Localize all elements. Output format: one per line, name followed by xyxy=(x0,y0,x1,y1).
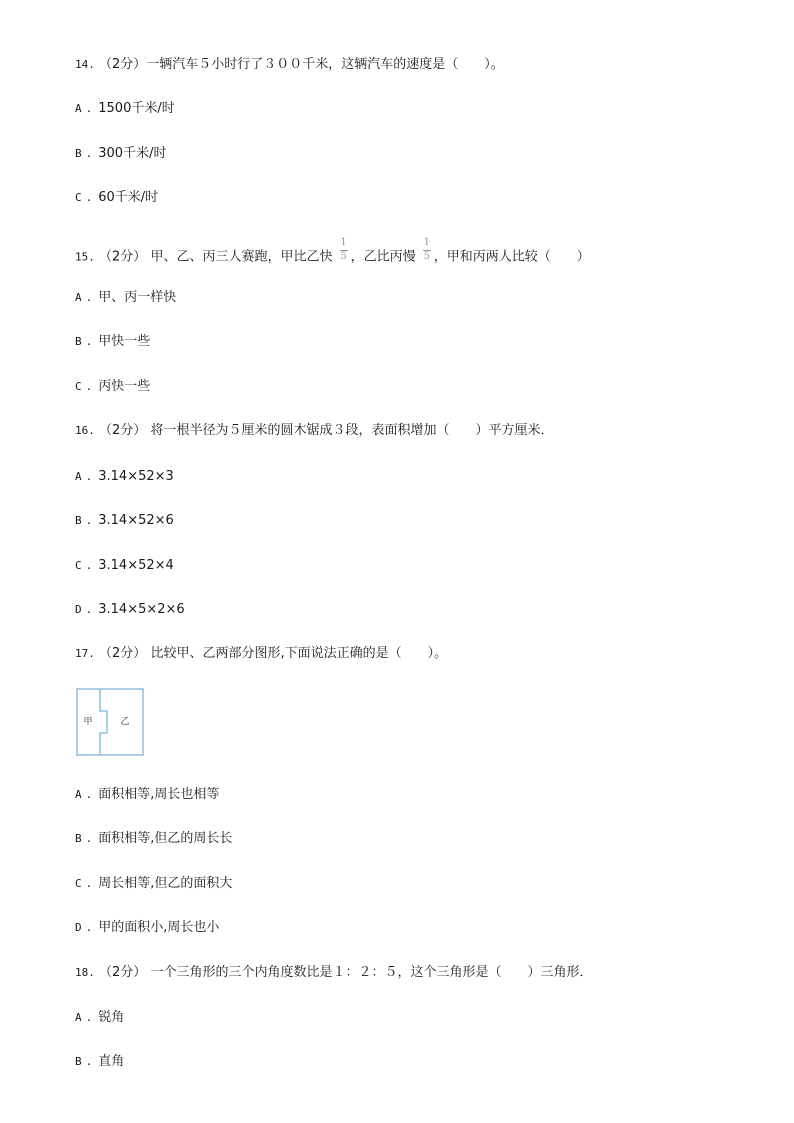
option-text: 1500千米/时 xyxy=(98,101,175,116)
option-text: 锐角 xyxy=(98,1010,125,1025)
option-15-a[interactable] xyxy=(75,289,176,307)
option-text: 甲的面积小,周长也小 xyxy=(98,920,220,935)
question-text-part-2: ，乙比丙慢 xyxy=(350,249,416,265)
fraction-one-fifth xyxy=(422,238,432,264)
option-letter: B xyxy=(75,335,82,348)
question-points: （2分） xyxy=(99,249,147,265)
question-points: （2分） xyxy=(99,646,147,661)
question-points: （2分） xyxy=(99,965,147,980)
option-text: 丙快一些 xyxy=(98,379,151,394)
option-separator: . xyxy=(85,559,93,572)
question-14-stem xyxy=(75,56,504,74)
option-text: 3.14×5×2×6 xyxy=(98,602,185,617)
option-text: 周长相等,但乙的面积大 xyxy=(98,876,233,891)
question-text: 一辆汽车５小时行了３００千米，这辆汽车的速度是（ ）。 xyxy=(146,57,504,72)
option-15-c[interactable] xyxy=(75,378,150,396)
question-18-stem xyxy=(75,964,592,982)
option-16-a[interactable] xyxy=(75,468,174,486)
option-separator: . xyxy=(85,102,93,115)
option-letter: A xyxy=(75,291,82,304)
question-points: （2分） xyxy=(99,423,147,438)
option-text: 60千米/时 xyxy=(98,190,159,205)
option-text: 3.14×52×3 xyxy=(98,469,174,484)
question-text: 比较甲、乙两部分图形,下面说法正确的是（ ）。 xyxy=(150,646,448,661)
question-text: 将一根半径为５厘米的圆木锯成３段，表面积增加（ ）平方厘米． xyxy=(150,423,554,438)
option-16-b[interactable] xyxy=(75,512,174,530)
option-letter: B xyxy=(75,1055,82,1068)
option-17-b[interactable] xyxy=(75,830,232,848)
option-15-b[interactable] xyxy=(75,333,150,351)
option-separator: . xyxy=(85,380,93,393)
option-18-b[interactable] xyxy=(75,1053,124,1071)
option-separator: . xyxy=(85,921,93,934)
option-17-c[interactable] xyxy=(75,875,232,893)
option-letter: A xyxy=(75,1011,82,1024)
option-letter: C xyxy=(75,191,82,204)
option-letter: C xyxy=(75,559,82,572)
option-separator: . xyxy=(85,191,93,204)
option-separator: . xyxy=(85,1055,93,1068)
question-text-part-3: ，甲和丙两人比较（ ） xyxy=(433,249,590,265)
option-14-b[interactable] xyxy=(75,145,166,163)
option-separator: . xyxy=(85,147,93,160)
option-letter: A xyxy=(75,788,82,801)
option-separator: . xyxy=(85,335,93,348)
option-separator: . xyxy=(85,832,93,845)
option-separator: . xyxy=(85,470,93,483)
option-text: 300千米/时 xyxy=(98,146,167,161)
option-letter: B xyxy=(75,147,82,160)
question-17-stem xyxy=(75,645,447,663)
figure-label-jia: 甲 xyxy=(83,717,93,727)
fraction-one-fifth xyxy=(339,238,349,264)
option-separator: . xyxy=(85,788,93,801)
option-17-d[interactable] xyxy=(75,919,219,937)
fraction-denominator: 5 xyxy=(340,251,347,262)
option-letter: B xyxy=(75,514,82,527)
question-number: 17. xyxy=(75,647,95,660)
question-number: 16. xyxy=(75,424,95,437)
option-letter: C xyxy=(75,877,82,890)
option-18-a[interactable] xyxy=(75,1009,124,1027)
fraction-numerator: 1 xyxy=(423,237,430,248)
option-separator: . xyxy=(85,603,93,616)
option-16-d[interactable] xyxy=(75,601,185,619)
comparison-figure xyxy=(76,688,144,756)
option-letter: C xyxy=(75,380,82,393)
option-14-a[interactable] xyxy=(75,100,175,118)
question-16-stem xyxy=(75,422,553,440)
question-text-part-1: 甲、乙、丙三人赛跑，甲比乙快 xyxy=(150,249,333,265)
option-text: 面积相等,周长也相等 xyxy=(98,787,220,802)
option-17-a[interactable] xyxy=(75,786,219,804)
option-letter: A xyxy=(75,470,82,483)
option-letter: B xyxy=(75,832,82,845)
option-separator: . xyxy=(85,291,93,304)
question-text: 一个三角形的三个内角度数比是１：２：５，这个三角形是（ ）三角形． xyxy=(150,965,593,980)
question-number: 15. xyxy=(75,250,95,264)
option-separator: . xyxy=(85,1011,93,1024)
question-15-stem xyxy=(75,237,590,270)
option-text: 甲、丙一样快 xyxy=(98,290,177,305)
option-text: 甲快一些 xyxy=(98,334,151,349)
option-16-c[interactable] xyxy=(75,557,174,575)
option-14-c[interactable] xyxy=(75,189,158,207)
option-letter: D xyxy=(75,921,82,934)
question-points: （2分） xyxy=(99,57,147,72)
option-separator: . xyxy=(85,877,93,890)
figure-label-yi: 乙 xyxy=(120,717,130,727)
fraction-numerator: 1 xyxy=(340,237,347,248)
question-number: 14. xyxy=(75,58,95,71)
option-text: 直角 xyxy=(98,1054,125,1069)
option-letter: D xyxy=(75,603,82,616)
option-letter: A xyxy=(75,102,82,115)
option-separator: . xyxy=(85,514,93,527)
option-text: 3.14×52×4 xyxy=(98,558,174,573)
option-text: 面积相等,但乙的周长长 xyxy=(98,831,233,846)
fraction-denominator: 5 xyxy=(423,251,430,262)
option-text: 3.14×52×6 xyxy=(98,513,174,528)
question-number: 18. xyxy=(75,966,95,979)
